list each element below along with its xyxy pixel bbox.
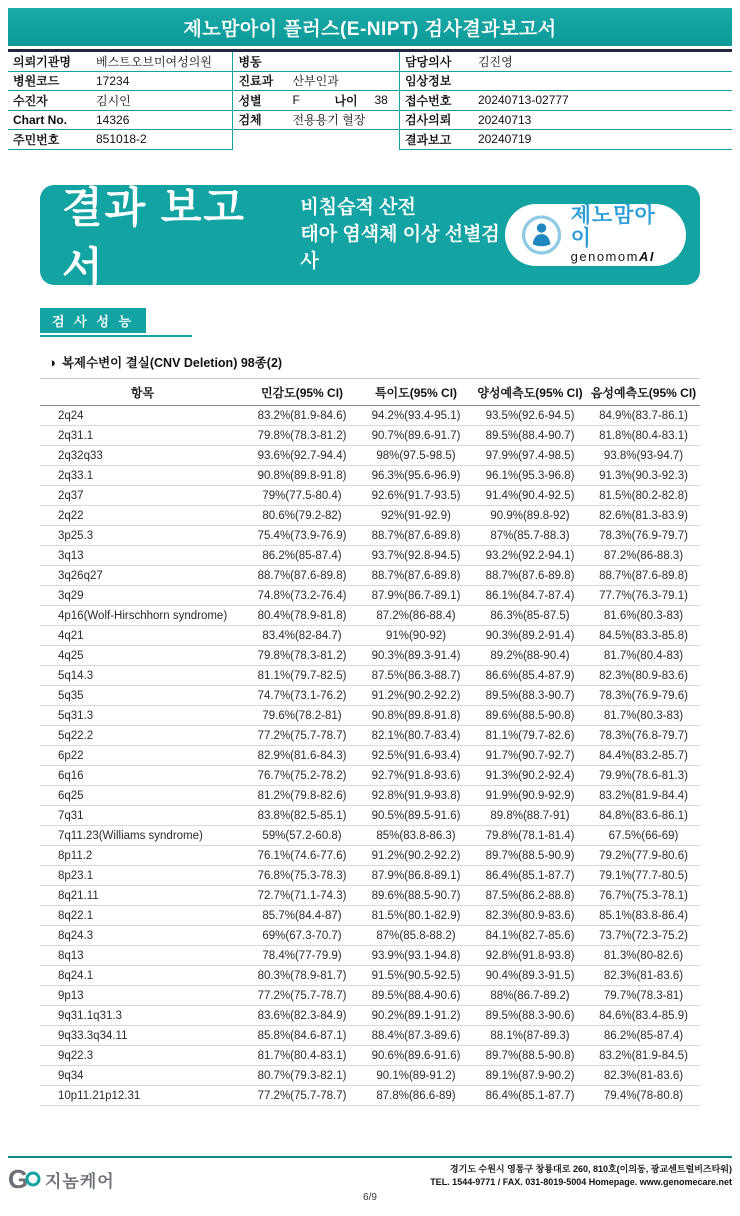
row-item-name: 3q26q27: [40, 565, 245, 585]
row-value: 86.2%(85-87.4): [245, 545, 359, 565]
field-label: 나이: [334, 93, 358, 108]
table-row: [40, 665, 700, 685]
row-value: 97.9%(97.4-98.5): [473, 445, 587, 465]
row-value: 79.9%(78.6-81.3): [587, 765, 700, 785]
field-sex-age: [233, 91, 399, 111]
field-value: 베스트오브미여성의원: [96, 54, 212, 69]
row-item-name: 7q11.23(Williams syndrome): [40, 825, 245, 845]
field-label: 병동: [238, 54, 262, 69]
row-value: 86.6%(85.4-87.9): [473, 665, 587, 685]
row-value: 82.9%(81.6-84.3): [245, 745, 359, 765]
row-value: 79.6%(78.2-81): [245, 705, 359, 725]
row-value: 81.8%(80.4-83.1): [587, 425, 700, 445]
field-value: 14326: [96, 112, 130, 127]
row-value: 89.5%(88.4-90.7): [473, 425, 587, 445]
genomom-logo-icon: [521, 213, 562, 257]
info-column-left: [8, 52, 232, 150]
row-item-name: 8q22.1: [40, 905, 245, 925]
field-clinical-info: [400, 72, 732, 92]
column-header-sensitivity: 민감도(95% CI): [245, 378, 359, 405]
page-footer: [8, 1156, 732, 1192]
row-item-name: 9p13: [40, 985, 245, 1005]
table-row: [40, 985, 700, 1005]
row-value: 72.7%(71.1-74.3): [245, 885, 359, 905]
row-value: 78.3%(76.9-79.6): [587, 685, 700, 705]
field-specimen: [233, 111, 399, 131]
row-item-name: 6q16: [40, 765, 245, 785]
table-row: [40, 765, 700, 785]
logo-ai: AI: [638, 249, 655, 265]
row-value: 78.4%(77-79.9): [245, 945, 359, 965]
row-value: 69%(67.3-70.7): [245, 925, 359, 945]
field-value: 김시인: [96, 93, 131, 108]
row-value: 89.7%(88.5-90.9): [473, 845, 587, 865]
row-value: 91.7%(90.7-92.7): [473, 745, 587, 765]
row-value: 78.3%(76.8-79.7): [587, 725, 700, 745]
field-value: 38: [374, 93, 388, 108]
row-item-name: 8p23.1: [40, 865, 245, 885]
footer-address-line1: 경기도 수원시 영통구 창룡대로 260, 810호(이의동, 광교센트럴비즈타워): [449, 1164, 732, 1174]
row-item-name: 9q33.3q34.11: [40, 1025, 245, 1045]
row-value: 91.3%(90.2-92.4): [473, 765, 587, 785]
row-item-name: 6q25: [40, 785, 245, 805]
table-row: [40, 1005, 700, 1025]
row-value: 77.2%(75.7-78.7): [245, 985, 359, 1005]
row-value: 84.9%(83.7-86.1): [587, 405, 700, 425]
row-item-name: 10p11.21p12.31: [40, 1085, 245, 1105]
row-value: 92.8%(91.9-93.8): [359, 785, 473, 805]
half-circle-icon: ◑: [48, 354, 56, 370]
row-value: 89.2%(88-90.4): [473, 645, 587, 665]
row-value: 77.7%(76.3-79.1): [587, 585, 700, 605]
row-value: 92.5%(91.6-93.4): [359, 745, 473, 765]
field-report-date: [400, 130, 732, 150]
row-value: 96.1%(95.3-96.8): [473, 465, 587, 485]
row-item-name: 4q25: [40, 645, 245, 665]
row-value: 79.2%(77.9-80.6): [587, 845, 700, 865]
row-value: 85.8%(84.6-87.1): [245, 1025, 359, 1045]
table-row: [40, 685, 700, 705]
row-value: 86.1%(84.7-87.4): [473, 585, 587, 605]
row-item-name: 9q22.3: [40, 1045, 245, 1065]
result-report-banner: [40, 183, 700, 291]
row-value: 76.7%(75.2-78.2): [245, 765, 359, 785]
row-value: 96.3%(95.6-96.9): [359, 465, 473, 485]
field-chart-no: [8, 111, 232, 131]
footer-address: [430, 1163, 732, 1189]
row-value: 92.7%(91.8-93.6): [359, 765, 473, 785]
row-item-name: 2q37: [40, 485, 245, 505]
row-value: 59%(57.2-60.8): [245, 825, 359, 845]
field-value: 20240719: [477, 132, 532, 147]
row-value: 91.9%(90.9-92.9): [473, 785, 587, 805]
table-row: [40, 965, 700, 985]
section-title-test-performance: 검 사 성 능: [40, 308, 146, 333]
row-item-name: 2q33.1: [40, 465, 245, 485]
row-item-name: 5q14.3: [40, 665, 245, 685]
row-value: 87.2%(86-88.4): [359, 605, 473, 625]
row-value: 90.7%(89.6-91.7): [359, 425, 473, 445]
banner-subtitle-line1: 비침습적 산전: [300, 197, 416, 218]
row-value: 76.1%(74.6-77.6): [245, 845, 359, 865]
row-value: 79.7%(78.3-81): [587, 985, 700, 1005]
field-label: 담당의사: [404, 54, 452, 69]
row-value: 67.5%(66-69): [587, 825, 700, 845]
banner-subtitle: [300, 194, 504, 275]
row-value: 83.2%(81.9-84.4): [587, 785, 700, 805]
row-value: 87.9%(86.7-89.1): [359, 585, 473, 605]
row-value: 88.7%(87.6-89.8): [587, 565, 700, 585]
info-column-middle: [232, 52, 399, 150]
field-label: 수진자: [13, 93, 48, 108]
row-item-name: 5q35: [40, 685, 245, 705]
table-row: [40, 905, 700, 925]
row-value: 89.5%(88.3-90.6): [473, 1005, 587, 1025]
row-value: 81.7%(80.4-83.1): [245, 1045, 359, 1065]
field-value: 851018-2: [96, 132, 147, 147]
row-value: 81.7%(80.3-83): [587, 705, 700, 725]
row-value: 89.6%(88.5-90.8): [473, 705, 587, 725]
row-value: 86.3%(85-87.5): [473, 605, 587, 625]
row-item-name: 8p11.2: [40, 845, 245, 865]
banner-title: 결과 보고서: [62, 183, 246, 291]
table-row: [40, 725, 700, 745]
row-item-name: 5q31.3: [40, 705, 245, 725]
logo-latin-text: [571, 250, 670, 264]
table-row: [40, 1045, 700, 1065]
row-value: 81.5%(80.2-82.8): [587, 485, 700, 505]
column-header-ppv: 양성예측도(95% CI): [473, 378, 587, 405]
row-item-name: 3q29: [40, 585, 245, 605]
table-row: [40, 645, 700, 665]
row-value: 86.4%(85.1-87.7): [473, 865, 587, 885]
table-row: [40, 445, 700, 465]
row-value: 88.7%(87.6-89.8): [359, 525, 473, 545]
row-item-name: 8q21.11: [40, 885, 245, 905]
table-row: [40, 845, 700, 865]
field-doctor: [400, 52, 732, 72]
row-value: 79.4%(78-80.8): [587, 1085, 700, 1105]
cnv-deletion-performance-table: [40, 378, 700, 1106]
row-value: 80.6%(79.2-82): [245, 505, 359, 525]
field-value: 전용용기 혈장: [292, 113, 366, 128]
row-value: 79.8%(78.1-81.4): [473, 825, 587, 845]
row-value: 79%(77.5-80.4): [245, 485, 359, 505]
row-value: 81.1%(79.7-82.6): [473, 725, 587, 745]
row-value: 83.4%(82-84.7): [245, 625, 359, 645]
row-value: 84.5%(83.3-85.8): [587, 625, 700, 645]
row-value: 83.2%(81.9-84.5): [587, 1045, 700, 1065]
row-value: 90.4%(89.3-91.5): [473, 965, 587, 985]
row-value: 94.2%(93.4-95.1): [359, 405, 473, 425]
footer-address-line2: TEL. 1544-9771 / FAX. 031-8019-5004 Homepage. www.genomecare.net: [430, 1177, 732, 1187]
field-label: 진료과: [238, 74, 274, 89]
row-value: 93.9%(93.1-94.8): [359, 945, 473, 965]
row-value: 93.8%(93-94.7): [587, 445, 700, 465]
table-row: [40, 405, 700, 425]
row-value: 79.8%(78.3-81.2): [245, 425, 359, 445]
row-value: 84.1%(82.7-85.6): [473, 925, 587, 945]
table-row: [40, 505, 700, 525]
row-value: 93.6%(92.7-94.4): [245, 445, 359, 465]
patient-info-section: [8, 49, 732, 150]
row-value: 82.6%(81.3-83.9): [587, 505, 700, 525]
row-value: 88.7%(87.6-89.8): [473, 565, 587, 585]
field-hospital-code: [8, 72, 232, 92]
row-value: 77.2%(75.7-78.7): [245, 1085, 359, 1105]
info-column-right: [399, 52, 732, 150]
row-item-name: 8q24.1: [40, 965, 245, 985]
table-row: [40, 1025, 700, 1045]
row-value: 92%(91-92.9): [359, 505, 473, 525]
row-value: 90.1%(89-91.2): [359, 1065, 473, 1085]
row-value: 90.5%(89.5-91.6): [359, 805, 473, 825]
table-row: [40, 745, 700, 765]
report-title: 제노맘아이 플러스(E-NIPT) 검사결과보고서: [183, 19, 557, 40]
row-value: 89.1%(87.9-90.2): [473, 1065, 587, 1085]
row-value: 88.1%(87-89.3): [473, 1025, 587, 1045]
table-row: [40, 805, 700, 825]
banner-subtitle-line2: 태아 염색체 이상 선별검사: [300, 224, 500, 272]
row-value: 90.9%(89.8-92): [473, 505, 587, 525]
row-value: 87.5%(86.2-88.8): [473, 885, 587, 905]
table-row: [40, 545, 700, 565]
table-row: [40, 485, 700, 505]
row-item-name: 4q21: [40, 625, 245, 645]
field-label: 검사의뢰: [404, 113, 452, 128]
row-value: 83.6%(82.3-84.9): [245, 1005, 359, 1025]
row-value: 89.8%(88.7-91): [473, 805, 587, 825]
row-item-name: 2q32q33: [40, 445, 245, 465]
row-value: 81.7%(80.4-83): [587, 645, 700, 665]
genomom-logo-text: [571, 204, 670, 264]
page-number: 6/9: [363, 1192, 377, 1203]
row-value: 82.3%(81-83.6): [587, 1065, 700, 1085]
table-row: [40, 585, 700, 605]
field-label: 병원코드: [13, 74, 60, 89]
row-value: 81.1%(79.7-82.5): [245, 665, 359, 685]
field-label: Chart No.: [13, 112, 67, 127]
row-value: 82.3%(80.9-83.6): [473, 905, 587, 925]
table-row: [40, 885, 700, 905]
field-referring-org: [8, 52, 232, 72]
field-label: 결과보고: [404, 132, 452, 147]
row-value: 81.5%(80.1-82.9): [359, 905, 473, 925]
row-value: 90.8%(89.8-91.8): [245, 465, 359, 485]
row-value: 89.6%(88.5-90.7): [359, 885, 473, 905]
table-row: [40, 625, 700, 645]
genomecare-logo: [8, 1166, 115, 1192]
row-value: 90.2%(89.1-91.2): [359, 1005, 473, 1025]
row-value: 93.7%(92.8-94.5): [359, 545, 473, 565]
field-order-date: [400, 111, 732, 131]
row-item-name: 3p25.3: [40, 525, 245, 545]
row-value: 89.5%(88.3-90.7): [473, 685, 587, 705]
row-value: 89.5%(88.4-90.6): [359, 985, 473, 1005]
table-row: [40, 1065, 700, 1085]
field-value: 김진영: [477, 54, 513, 69]
logo-korean-text: 제노맘아이: [570, 204, 656, 251]
row-value: 90.3%(89.3-91.4): [359, 645, 473, 665]
report-title-bar: [8, 8, 732, 46]
row-value: 88.7%(87.6-89.8): [245, 565, 359, 585]
table-header-row: [40, 378, 700, 405]
logo-latin: genomom: [570, 249, 639, 265]
row-item-name: 3q13: [40, 545, 245, 565]
row-value: 76.7%(75.3-78.1): [587, 885, 700, 905]
row-value: 89.7%(88.5-90.8): [473, 1045, 587, 1065]
field-label: 의뢰기관명: [13, 54, 71, 69]
field-label: 주민번호: [13, 132, 60, 147]
row-value: 79.1%(77.7-80.5): [587, 865, 700, 885]
field-label: 검체: [238, 113, 262, 128]
row-value: 81.2%(79.8-82.6): [245, 785, 359, 805]
row-value: 87.8%(86.6-89): [359, 1085, 473, 1105]
field-label: 성별: [238, 93, 262, 108]
field-receipt-no: [400, 91, 732, 111]
field-value: F: [292, 93, 300, 108]
genomecare-logo-icon: [8, 1166, 42, 1192]
row-value: 90.6%(89.6-91.6): [359, 1045, 473, 1065]
row-value: 90.8%(89.8-91.8): [359, 705, 473, 725]
row-value: 74.7%(73.1-76.2): [245, 685, 359, 705]
row-value: 80.3%(78.9-81.7): [245, 965, 359, 985]
row-value: 88.4%(87.3-89.6): [359, 1025, 473, 1045]
row-value: 87%(85.8-88.2): [359, 925, 473, 945]
row-value: 91.3%(90.3-92.3): [587, 465, 700, 485]
row-value: 84.8%(83.6-86.1): [587, 805, 700, 825]
field-value: 20240713-02777: [477, 93, 569, 108]
row-value: 85.7%(84.4-87): [245, 905, 359, 925]
row-item-name: 2q22: [40, 505, 245, 525]
row-value: 90.3%(89.2-91.4): [473, 625, 587, 645]
row-value: 81.6%(80.3-83): [587, 605, 700, 625]
performance-table-body: [40, 405, 700, 1105]
row-value: 87.9%(86.8-89.1): [359, 865, 473, 885]
row-value: 78.3%(76.9-79.7): [587, 525, 700, 545]
row-value: 74.8%(73.2-76.4): [245, 585, 359, 605]
section-header-wrap: [40, 308, 192, 337]
table-caption-text: 복제수변이 결실(CNV Deletion) 98종(2): [61, 355, 283, 370]
row-value: 92.8%(91.8-93.8): [473, 945, 587, 965]
field-value: 17234: [96, 73, 130, 88]
column-header-item: 항목: [40, 378, 245, 405]
row-value: 76.8%(75.3-78.3): [245, 865, 359, 885]
row-item-name: 2q24: [40, 405, 245, 425]
row-value: 80.7%(79.3-82.1): [245, 1065, 359, 1085]
row-item-name: 8q13: [40, 945, 245, 965]
row-value: 91%(90-92): [359, 625, 473, 645]
table-row: [40, 525, 700, 545]
row-value: 86.2%(85-87.4): [587, 1025, 700, 1045]
field-label: 접수번호: [404, 93, 452, 108]
row-item-name: 7q31: [40, 805, 245, 825]
field-label: 임상정보: [404, 74, 452, 89]
row-value: 82.1%(80.7-83.4): [359, 725, 473, 745]
table-row: [40, 425, 700, 445]
row-value: 84.6%(83.4-85.9): [587, 1005, 700, 1025]
table-row: [40, 825, 700, 845]
row-item-name: 5q22.2: [40, 725, 245, 745]
table-row: [40, 605, 700, 625]
row-value: 79.8%(78.3-81.2): [245, 645, 359, 665]
row-value: 88.7%(87.6-89.8): [359, 565, 473, 585]
svg-text:G: G: [8, 1166, 29, 1192]
table-row: [40, 565, 700, 585]
row-value: 75.4%(73.9-76.9): [245, 525, 359, 545]
row-value: 87%(85.7-88.3): [473, 525, 587, 545]
table-row: [40, 785, 700, 805]
field-value: 산부인과: [292, 74, 339, 89]
row-value: 82.3%(80.9-83.6): [587, 665, 700, 685]
row-item-name: 2q31.1: [40, 425, 245, 445]
row-value: 93.2%(92.2-94.1): [473, 545, 587, 565]
row-value: 91.2%(90.2-92.2): [359, 685, 473, 705]
row-value: 86.4%(85.1-87.7): [473, 1085, 587, 1105]
row-value: 91.4%(90.4-92.5): [473, 485, 587, 505]
table-row: [40, 705, 700, 725]
row-value: 83.8%(82.5-85.1): [245, 805, 359, 825]
table-caption: [48, 353, 740, 371]
row-item-name: 9q34: [40, 1065, 245, 1085]
row-value: 83.2%(81.9-84.6): [245, 405, 359, 425]
row-value: 87.5%(86.3-88.7): [359, 665, 473, 685]
field-patient-name: [8, 91, 232, 111]
table-row: [40, 865, 700, 885]
row-value: 91.2%(90.2-92.2): [359, 845, 473, 865]
row-item-name: 4p16(Wolf-Hirschhorn syndrome): [40, 605, 245, 625]
row-value: 98%(97.5-98.5): [359, 445, 473, 465]
table-row: [40, 465, 700, 485]
row-value: 93.5%(92.6-94.5): [473, 405, 587, 425]
table-header: [40, 378, 700, 405]
row-value: 91.5%(90.5-92.5): [359, 965, 473, 985]
row-value: 77.2%(75.7-78.7): [245, 725, 359, 745]
field-ward: [233, 52, 399, 72]
row-item-name: 6p22: [40, 745, 245, 765]
genomecare-logo-text: 지놈케어: [45, 1171, 115, 1191]
row-value: 81.3%(80-82.6): [587, 945, 700, 965]
row-value: 73.7%(72.3-75.2): [587, 925, 700, 945]
table-row: [40, 945, 700, 965]
field-value: 20240713: [477, 112, 532, 127]
row-item-name: 9q31.1q31.3: [40, 1005, 245, 1025]
field-department: [233, 72, 399, 92]
row-value: 92.6%(91.7-93.5): [359, 485, 473, 505]
table-row: [40, 1085, 700, 1105]
row-value: 82.3%(81-83.6): [587, 965, 700, 985]
row-value: 80.4%(78.9-81.8): [245, 605, 359, 625]
row-value: 85%(83.8-86.3): [359, 825, 473, 845]
genomom-logo: [505, 204, 686, 266]
field-resident-no: [8, 130, 232, 150]
column-header-specificity: 특이도(95% CI): [359, 378, 473, 405]
column-header-npv: 음성예측도(95% CI): [587, 378, 700, 405]
row-item-name: 8q24.3: [40, 925, 245, 945]
table-row: [40, 925, 700, 945]
row-value: 85.1%(83.8-86.4): [587, 905, 700, 925]
row-value: 87.2%(86-88.3): [587, 545, 700, 565]
row-value: 88%(86.7-89.2): [473, 985, 587, 1005]
row-value: 84.4%(83.2-85.7): [587, 745, 700, 765]
